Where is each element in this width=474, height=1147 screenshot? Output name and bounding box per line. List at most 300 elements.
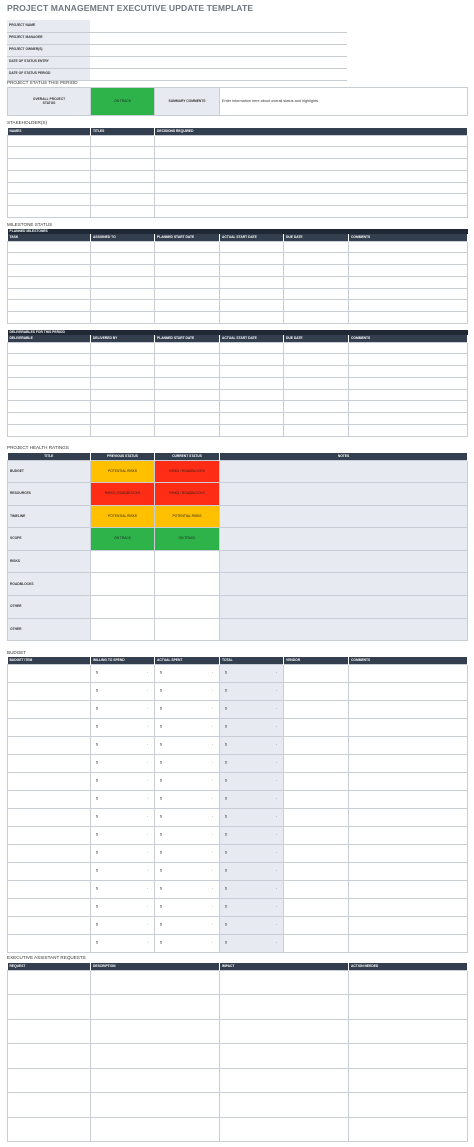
health-notes[interactable] [220,618,468,641]
table-cell[interactable] [91,253,155,265]
table-cell[interactable] [91,995,220,1020]
amount-dash: - [146,706,148,711]
column-header: COMMENTS [349,234,468,241]
actual-spent-cell[interactable] [155,754,220,772]
table-cell[interactable] [220,970,349,995]
table-cell[interactable] [155,366,220,378]
table-cell[interactable] [284,354,349,366]
table-cell[interactable] [91,1093,220,1118]
table-cell[interactable] [91,389,155,401]
table-cell[interactable] [8,288,91,300]
table-cell[interactable] [155,401,220,413]
table-cell[interactable] [91,159,155,171]
willing-to-spend-cell[interactable] [91,718,155,736]
health-row [8,618,468,641]
table-cell[interactable] [8,206,91,218]
table-cell[interactable] [91,1117,220,1142]
table-cell[interactable] [155,206,468,218]
currency-symbol: $ [225,706,227,711]
milestone-row [8,241,468,253]
column-header: TASK [8,234,91,241]
budget-item-cell[interactable] [8,898,91,916]
table-cell[interactable] [8,354,91,366]
previous-status[interactable]: ON TRACK [91,528,155,551]
table-cell[interactable] [8,265,91,277]
amount-dash: - [211,742,213,747]
current-status[interactable] [155,550,220,573]
table-cell[interactable] [349,288,468,300]
table-cell[interactable] [8,970,91,995]
vendor-cell[interactable] [284,754,349,772]
willing-to-spend-cell[interactable] [91,682,155,700]
table-cell[interactable] [349,425,468,437]
table-cell[interactable] [349,312,468,324]
table-cell[interactable] [284,253,349,265]
table-cell[interactable] [220,288,284,300]
vendor-cell[interactable] [284,862,349,880]
table-cell[interactable] [8,995,91,1020]
vendor-cell[interactable] [284,790,349,808]
table-cell[interactable] [8,1044,91,1069]
milestones-table [7,229,468,324]
table-cell[interactable] [220,1044,349,1069]
budget-row [8,826,468,844]
total-cell [220,718,284,736]
health-notes[interactable] [220,460,468,483]
table-cell[interactable] [155,253,220,265]
table-cell[interactable] [284,300,349,312]
currency-symbol: $ [160,742,162,747]
table-cell[interactable] [349,1117,468,1142]
willing-to-spend-cell[interactable] [91,880,155,898]
willing-to-spend-cell[interactable] [91,934,155,952]
table-cell[interactable] [91,342,155,354]
comments-cell[interactable] [349,772,468,790]
milestone-row [8,276,468,288]
table-cell[interactable] [220,366,284,378]
table-cell[interactable] [349,995,468,1020]
table-cell[interactable] [220,413,284,425]
table-cell[interactable] [91,135,155,147]
table-cell[interactable] [220,401,284,413]
willing-to-spend-cell[interactable] [91,754,155,772]
comments-cell[interactable] [349,916,468,934]
table-cell[interactable] [349,970,468,995]
previous-status[interactable]: POTENTIAL RISKS [91,505,155,528]
vendor-cell[interactable] [284,934,349,952]
currency-symbol: $ [160,922,162,927]
willing-to-spend-cell[interactable] [91,898,155,916]
table-cell[interactable] [8,1068,91,1093]
health-notes[interactable] [220,483,468,506]
comments-cell[interactable] [349,898,468,916]
info-label: DATE OF STATUS ENTRY [7,56,90,68]
table-cell[interactable] [8,276,91,288]
comments-cell[interactable] [349,664,468,682]
health-notes[interactable] [220,505,468,528]
table-cell[interactable] [91,425,155,437]
budget-item-cell[interactable] [8,682,91,700]
table-cell[interactable] [155,194,468,206]
comments-cell[interactable] [349,880,468,898]
currency-symbol: $ [225,886,227,891]
milestone-row [8,312,468,324]
willing-to-spend-cell[interactable] [91,700,155,718]
table-cell[interactable] [155,159,468,171]
current-status[interactable]: RISKS / ROADBLOCKS [155,460,220,483]
table-cell[interactable] [220,995,349,1020]
vendor-cell[interactable] [284,808,349,826]
actual-spent-cell[interactable] [155,808,220,826]
willing-to-spend-cell[interactable] [91,664,155,682]
overall-status-value[interactable]: ON TRACK [91,88,155,116]
actual-spent-cell[interactable] [155,898,220,916]
comments-cell[interactable] [349,718,468,736]
table-cell[interactable] [284,276,349,288]
table-cell[interactable] [91,194,155,206]
table-cell[interactable] [220,377,284,389]
actual-spent-cell[interactable] [155,736,220,754]
table-cell[interactable] [155,288,220,300]
health-notes[interactable] [220,528,468,551]
actual-spent-cell[interactable] [155,826,220,844]
table-cell[interactable] [8,159,91,171]
actual-spent-cell[interactable] [155,844,220,862]
comments-cell[interactable] [349,754,468,772]
table-cell[interactable] [220,342,284,354]
budget-item-cell[interactable] [8,664,91,682]
request-row [8,995,468,1020]
willing-to-spend-cell[interactable] [91,790,155,808]
table-cell[interactable] [8,342,91,354]
vendor-cell[interactable] [284,682,349,700]
amount-dash: - [211,904,213,909]
previous-status[interactable] [91,573,155,596]
table-cell[interactable] [91,1044,220,1069]
actual-spent-cell[interactable] [155,718,220,736]
vendor-cell[interactable] [284,898,349,916]
comments-cell[interactable] [349,934,468,952]
table-cell[interactable] [349,241,468,253]
amount-dash: - [275,886,277,891]
table-cell[interactable] [155,276,220,288]
actual-spent-cell[interactable] [155,700,220,718]
comments-cell[interactable] [349,682,468,700]
vendor-cell[interactable] [284,700,349,718]
budget-item-cell[interactable] [8,934,91,952]
table-cell[interactable] [8,147,91,159]
willing-to-spend-cell[interactable] [91,826,155,844]
health-notes[interactable] [220,596,468,619]
table-cell[interactable] [349,1068,468,1093]
comments-cell[interactable] [349,826,468,844]
budget-item-cell[interactable] [8,718,91,736]
table-cell[interactable] [220,265,284,277]
table-cell[interactable] [284,401,349,413]
table-cell[interactable] [91,1068,220,1093]
table-cell[interactable] [8,389,91,401]
table-cell[interactable] [8,1093,91,1118]
table-cell[interactable] [91,300,155,312]
summary-comments-field[interactable]: Enter information here about overall status and highlights. [220,88,468,116]
table-cell[interactable] [284,342,349,354]
comments-cell[interactable] [349,862,468,880]
table-cell[interactable] [91,354,155,366]
table-cell[interactable] [91,170,155,182]
table-cell[interactable] [349,1019,468,1044]
current-status[interactable] [155,618,220,641]
currency-symbol: $ [160,904,162,909]
vendor-cell[interactable] [284,664,349,682]
table-cell[interactable] [284,389,349,401]
table-cell[interactable] [220,300,284,312]
table-cell[interactable] [8,1019,91,1044]
table-cell[interactable] [220,1068,349,1093]
table-cell[interactable] [284,366,349,378]
table-cell[interactable] [220,354,284,366]
table-cell[interactable] [91,182,155,194]
comments-cell[interactable] [349,700,468,718]
vendor-cell[interactable] [284,880,349,898]
table-cell[interactable] [8,241,91,253]
table-cell[interactable] [349,1044,468,1069]
table-cell[interactable] [284,312,349,324]
table-cell[interactable] [155,312,220,324]
table-cell[interactable] [349,377,468,389]
amount-dash: - [211,724,213,729]
table-cell[interactable] [8,401,91,413]
table-cell[interactable] [91,241,155,253]
willing-to-spend-cell[interactable] [91,772,155,790]
table-cell[interactable] [155,265,220,277]
table-cell[interactable] [91,366,155,378]
table-cell[interactable] [91,206,155,218]
section-stakeholders: STAKEHOLDER(S) [7,120,47,125]
table-cell[interactable] [284,265,349,277]
current-status[interactable]: ON TRACK [155,528,220,551]
table-cell[interactable] [349,265,468,277]
column-header: COMMENTS [349,335,468,342]
table-cell[interactable] [155,354,220,366]
table-cell[interactable] [8,377,91,389]
table-cell[interactable] [8,366,91,378]
amount-dash: - [146,814,148,819]
health-row [8,596,468,619]
table-cell[interactable] [8,413,91,425]
table-cell[interactable] [8,253,91,265]
table-cell[interactable] [284,241,349,253]
currency-symbol: $ [225,760,227,765]
info-value-field[interactable] [90,32,347,44]
table-cell[interactable] [91,276,155,288]
current-status[interactable] [155,573,220,596]
amount-dash: - [146,850,148,855]
willing-to-spend-cell[interactable] [91,808,155,826]
table-cell[interactable] [91,265,155,277]
currency-symbol: $ [96,832,98,837]
comments-cell[interactable] [349,790,468,808]
table-cell[interactable] [91,970,220,995]
table-cell[interactable] [349,401,468,413]
table-cell[interactable] [91,377,155,389]
table-cell[interactable] [91,1019,220,1044]
willing-to-spend-cell[interactable] [91,862,155,880]
vendor-cell[interactable] [284,772,349,790]
budget-item-cell[interactable] [8,862,91,880]
willing-to-spend-cell[interactable] [91,736,155,754]
willing-to-spend-cell[interactable] [91,916,155,934]
total-cell [220,736,284,754]
comments-cell[interactable] [349,808,468,826]
column-header: NAMES [8,128,91,135]
budget-item-cell[interactable] [8,790,91,808]
table-cell[interactable] [8,1117,91,1142]
table-cell[interactable] [8,425,91,437]
table-cell[interactable] [155,425,220,437]
table-cell[interactable] [284,377,349,389]
table-cell[interactable] [284,425,349,437]
current-status[interactable]: POTENTIAL RISKS [155,505,220,528]
table-cell[interactable] [349,413,468,425]
budget-row [8,844,468,862]
table-cell[interactable] [220,389,284,401]
previous-status[interactable] [91,618,155,641]
table-cell[interactable] [155,300,220,312]
amount-dash: - [275,778,277,783]
vendor-cell[interactable] [284,826,349,844]
budget-item-cell[interactable] [8,754,91,772]
table-cell[interactable] [349,300,468,312]
budget-row [8,790,468,808]
table-cell[interactable] [91,312,155,324]
currency-symbol: $ [160,796,162,801]
stakeholder-row [8,182,468,194]
previous-status[interactable] [91,550,155,573]
table-cell[interactable] [349,366,468,378]
budget-item-cell[interactable] [8,826,91,844]
currency-symbol: $ [96,670,98,675]
currency-symbol: $ [160,886,162,891]
actual-spent-cell[interactable] [155,682,220,700]
info-value-field[interactable] [90,20,347,32]
table-cell[interactable] [8,300,91,312]
vendor-cell[interactable] [284,844,349,862]
table-cell[interactable] [8,135,91,147]
amount-dash: - [146,724,148,729]
table-cell[interactable] [220,1019,349,1044]
table-cell[interactable] [91,288,155,300]
health-title: TIMELINE [8,505,91,528]
amount-dash: - [146,922,148,927]
comments-cell[interactable] [349,844,468,862]
table-cell[interactable] [8,194,91,206]
table-cell[interactable] [155,342,220,354]
table-cell[interactable] [220,1117,349,1142]
budget-item-cell[interactable] [8,844,91,862]
currency-symbol: $ [225,742,227,747]
previous-status[interactable]: RISKS / ROADBLOCKS [91,483,155,506]
actual-spent-cell[interactable] [155,772,220,790]
table-cell[interactable] [220,425,284,437]
table-cell[interactable] [284,413,349,425]
current-status[interactable] [155,596,220,619]
vendor-cell[interactable] [284,736,349,754]
table-cell[interactable] [220,1093,349,1118]
section-health-ratings: PROJECT HEALTH RATINGS [7,445,69,450]
table-cell[interactable] [155,377,220,389]
budget-row [8,700,468,718]
table-cell[interactable] [349,354,468,366]
vendor-cell[interactable] [284,718,349,736]
budget-item-cell[interactable] [8,880,91,898]
total-cell [220,790,284,808]
health-notes[interactable] [220,573,468,596]
deliverable-row [8,425,468,437]
info-value-field[interactable] [90,68,347,80]
table-cell[interactable] [349,276,468,288]
budget-item-cell[interactable] [8,700,91,718]
amount-dash: - [211,940,213,945]
table-cell[interactable] [220,241,284,253]
previous-status[interactable] [91,596,155,619]
table-cell[interactable] [349,389,468,401]
actual-spent-cell[interactable] [155,880,220,898]
willing-to-spend-cell[interactable] [91,844,155,862]
vendor-cell[interactable] [284,916,349,934]
actual-spent-cell[interactable] [155,790,220,808]
table-cell[interactable] [155,147,468,159]
table-cell[interactable] [220,253,284,265]
currency-symbol: $ [96,742,98,747]
table-cell[interactable] [220,312,284,324]
table-cell[interactable] [8,312,91,324]
previous-status[interactable]: POTENTIAL RISKS [91,460,155,483]
table-cell[interactable] [91,401,155,413]
table-cell[interactable] [349,342,468,354]
health-notes[interactable] [220,550,468,573]
info-value-field[interactable] [90,56,347,68]
comments-cell[interactable] [349,736,468,754]
table-cell[interactable] [349,1093,468,1118]
table-cell[interactable] [155,389,220,401]
actual-spent-cell[interactable] [155,934,220,952]
amount-dash: - [211,778,213,783]
table-cell[interactable] [91,147,155,159]
table-cell[interactable] [155,135,468,147]
budget-item-cell[interactable] [8,808,91,826]
table-cell[interactable] [8,182,91,194]
budget-item-cell[interactable] [8,916,91,934]
table-cell[interactable] [155,241,220,253]
table-cell[interactable] [91,413,155,425]
table-cell[interactable] [349,253,468,265]
table-cell[interactable] [155,182,468,194]
budget-item-cell[interactable] [8,772,91,790]
section-project-status: PROJECT STATUS THIS PERIOD [7,80,78,85]
table-cell[interactable] [155,413,220,425]
info-value-field[interactable] [90,44,347,56]
table-cell[interactable] [284,288,349,300]
table-cell[interactable] [220,276,284,288]
budget-item-cell[interactable] [8,736,91,754]
table-cell[interactable] [155,170,468,182]
table-cell[interactable] [8,170,91,182]
actual-spent-cell[interactable] [155,916,220,934]
current-status[interactable]: RISKS / ROADBLOCKS [155,483,220,506]
actual-spent-cell[interactable] [155,862,220,880]
actual-spent-cell[interactable] [155,664,220,682]
info-label: PROJECT OWNER(S) [7,44,90,56]
